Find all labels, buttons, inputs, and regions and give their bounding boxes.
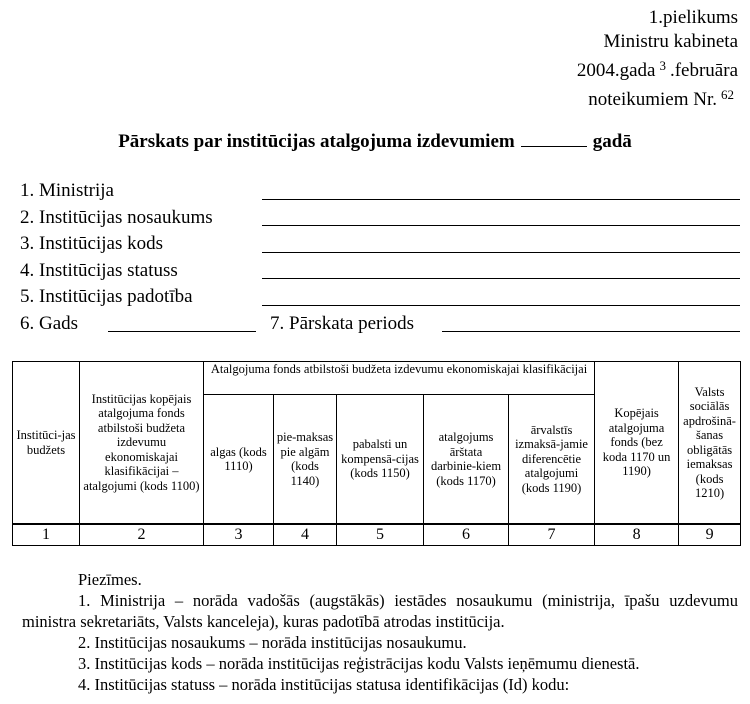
column-number: 7: [509, 524, 595, 546]
annex-number: 1.pielikums: [648, 7, 738, 28]
col-total-without-header: Kopējais atalgojuma fonds (bez koda 1170 un 1190): [595, 362, 679, 525]
institution-name-line: [262, 225, 740, 226]
issuer: Ministru kabineta: [603, 31, 738, 52]
regulation-number: noteikumiem Nr. $^{62}$: [588, 87, 734, 110]
note-item: 2. Institūcijas nosaukums – norāda institūcijas nosaukumu.: [78, 633, 467, 652]
field-ministry: 1. Ministrija: [20, 178, 740, 205]
column-number: 5: [337, 524, 424, 546]
column-number: 9: [679, 524, 741, 546]
institution-code-line: [262, 252, 740, 253]
sub-salaries-header: algas (kods 1110): [204, 395, 274, 525]
field-year-period: [20, 311, 740, 338]
institution-status-line: [262, 278, 740, 279]
column-number: 3: [204, 524, 274, 546]
field-institution-status: 4. Institūcijas statuss: [20, 258, 740, 285]
regulation-date: 2004.gada $^3$ .februāra: [576, 58, 738, 81]
note-item: 4. Institūcijas statuss – norāda institūcijas statusa identifikācijas (Id) kodu:: [78, 675, 570, 694]
subordination-line: [262, 305, 740, 306]
period-line: [442, 331, 740, 332]
notes: [22, 569, 738, 695]
year-line: [108, 331, 256, 332]
column-number: 8: [595, 524, 679, 546]
field-institution-name: 2. Institūcijas nosaukums: [20, 205, 740, 232]
column-number: 4: [274, 524, 337, 546]
annex-header: [438, 6, 738, 112]
page-title: Pārskats par institūcijas atalgojuma izdevumiem gadā: [118, 131, 632, 152]
sub-benefits-header: pabalsti un kompensā-cijas (kods 1150): [337, 395, 424, 525]
field-institution-code: 3. Institūcijas kods: [20, 231, 740, 258]
column-number: 1: [13, 524, 80, 546]
col-social-insurance-header: Valsts sociālās apdrošinā-šanas obligātās iemaksas (kods 1210): [679, 362, 741, 525]
note-item: 1. Ministrija – norāda vadošās (augstākās) iestādes nosaukumu (ministrija, īpašu uzdevumu ministra sekretariāts, Valsts kanceleja), kuras padotībā atrodas institūcija.: [22, 591, 738, 631]
ministry-line: [262, 199, 740, 200]
sub-bonuses-header: pie-maksas pie algām (kods 1140): [274, 395, 337, 525]
column-number: 6: [424, 524, 509, 546]
sub-freelance-header: atalgojums ārštata darbinie-kiem (kods 1170): [424, 395, 509, 525]
report-table: [12, 361, 741, 546]
col-total-fund-header: Institūcijas kopējais atalgojuma fonds atbilstoši budžeta izdevumu ekonomiskajai klasifikācijai – atalgojumi (kods 1100): [80, 362, 204, 525]
column-number: 2: [80, 524, 204, 546]
year-blank: [521, 130, 587, 147]
column-number-row: [13, 524, 741, 546]
notes-heading: Piezīmes.: [78, 570, 142, 589]
sub-abroad-header: ārvalstīs izmaksā-jamie diferencētie atalgojumi (kods 1190): [509, 395, 595, 525]
note-item: 3. Institūcijas kods – norāda institūcijas reģistrācijas kodu Valsts ieņēmumu dienestā.: [78, 654, 640, 673]
field-subordination: 5. Institūcijas padotība: [20, 284, 740, 311]
group-header: Atalgojuma fonds atbilstoši budžeta izdevumu ekonomiskajai klasifikācijai: [204, 362, 595, 395]
form-fields: [20, 178, 740, 337]
col-budget-header: Institūci-jas budžets: [13, 362, 80, 525]
period-label: 7. Pārskata periods: [270, 312, 415, 334]
year-label: 6. Gads: [20, 312, 79, 334]
